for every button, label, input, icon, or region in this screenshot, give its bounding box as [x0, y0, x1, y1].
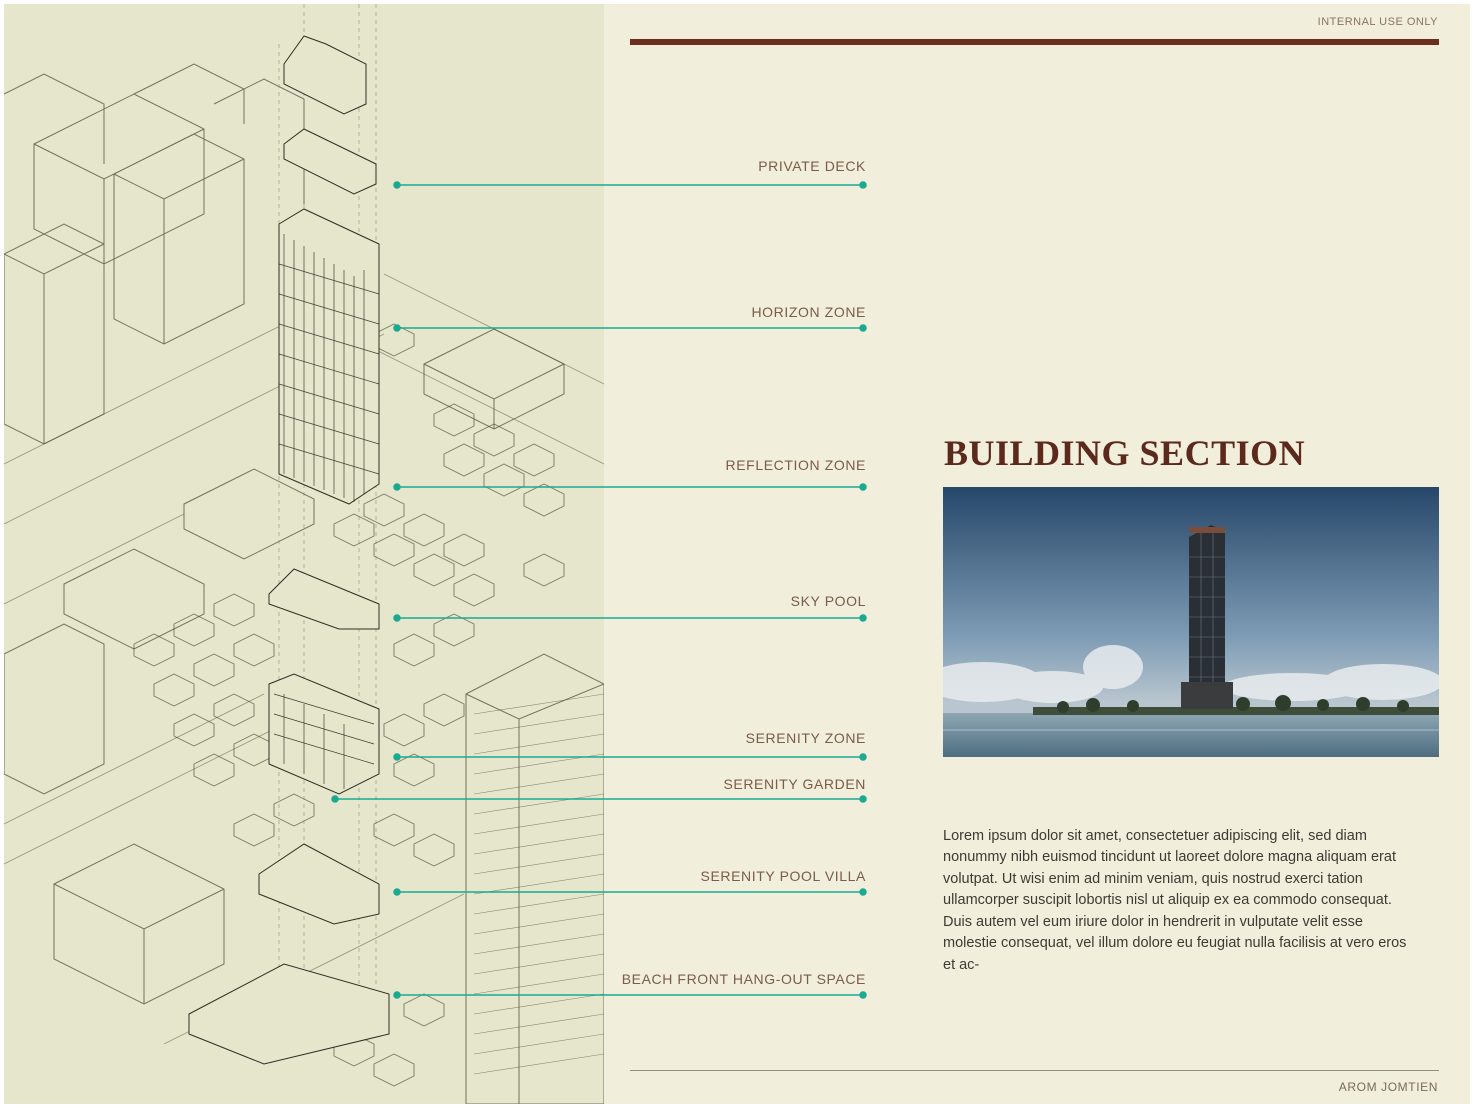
body-paragraph: Lorem ipsum dolor sit amet, consectetuer adipiscing elit, sed diam nonummy nibh euismod tincidunt ut laoreet dolore magna aliquam erat volutpat. Ut wisi enim ad minim veniam, quis nostrud exerci tation ullamcorper suscipit lobortis nisl ut aliquip ex ea commodo consequat. Duis autem vel eum iriure dolor in hendrerit in vulputate velit esse molestie consequat, vel illum dolore eu feugiat nulla facilisis at vero eros et ac- — [943, 827, 1407, 973]
zone-label-sky-pool: SKY POOL — [790, 593, 866, 609]
brochure-page — [4, 4, 1470, 1104]
zone-label-reflection-zone: REFLECTION ZONE — [725, 457, 866, 473]
page-title: BUILDING SECTION — [944, 433, 1306, 474]
tower-render-photo — [943, 487, 1439, 757]
zone-label-beach-front: BEACH FRONT HANG-OUT SPACE — [621, 971, 866, 987]
zone-label-serenity-garden: SERENITY GARDEN — [723, 776, 866, 792]
zone-label-private-deck: PRIVATE DECK — [758, 158, 866, 174]
zone-label-horizon-zone: HORIZON ZONE — [751, 304, 866, 320]
footer-brand: AROM JOMTIEN — [1338, 1080, 1438, 1094]
zone-label-serenity-zone: SERENITY ZONE — [745, 730, 866, 746]
internal-use-notice: INTERNAL USE ONLY — [1317, 16, 1438, 28]
zone-label-serenity-pool-villa: SERENITY POOL VILLA — [700, 868, 866, 884]
footer-rule — [630, 1070, 1439, 1071]
